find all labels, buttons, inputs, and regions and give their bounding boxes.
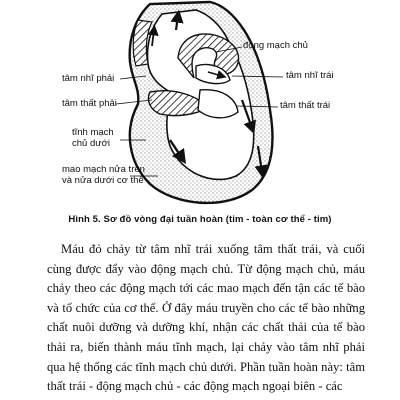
label-aorta: động mạch chủ (243, 40, 308, 51)
label-vena-cava-line1: tĩnh mạch (72, 127, 114, 138)
label-vena-cava-line2: chủ dưới (72, 137, 110, 149)
body-text (47, 240, 365, 397)
figure-caption: Hình 5. Sơ đồ vòng đại tuần hoàn (tim - toàn cơ thể - tim) (68, 214, 332, 225)
label-left-ventricle: tâm thất trái (280, 100, 331, 111)
label-vena-cava (72, 128, 114, 149)
label-capillaries (62, 165, 145, 186)
label-right-atrium: tâm nhĩ phải (62, 73, 115, 84)
paragraph: Máu đỏ chảy từ tâm nhĩ trái xuống tâm thất trái, và cuối cùng được đẩy vào động mạch chủ. Từ động mạch chủ, máu chảy theo các động mạch tới các mao mạch đến tận các tế bào và tổ chức của cơ thể. Ở đây máu truyền cho các tế bào những chất nuôi dưỡng và dưỡng khí, nhận các chất thải của tế bào thải ra, biến thành máu tĩnh mạch, lại chảy vào tâm nhĩ phải qua hệ thống các tĩnh mạch chủ dưới. Phần tuần hoàn này: tâm thất trái - động mạch chủ - các động mạch ngoại biên - các (47, 242, 365, 394)
label-capillaries-line1: mao mạch nửa trên (62, 164, 145, 175)
label-right-ventricle: tâm thất phải (62, 98, 117, 109)
label-capillaries-line2: và nửa dưới cơ thể (62, 174, 144, 186)
label-left-atrium: tâm nhĩ trái (286, 70, 334, 81)
